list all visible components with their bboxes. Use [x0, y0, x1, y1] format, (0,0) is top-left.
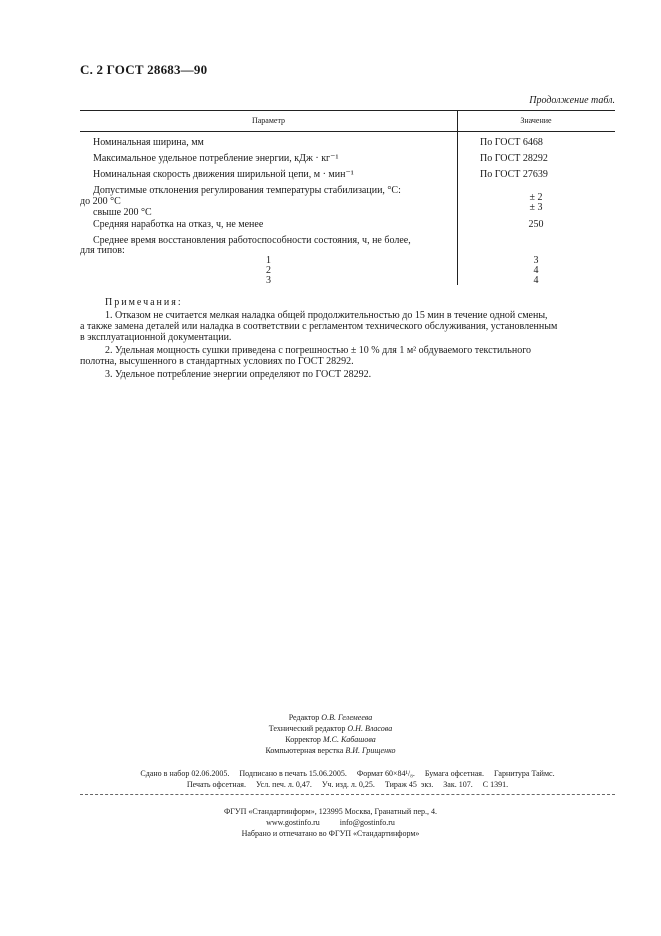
credit-name: О.Н. Власова: [347, 724, 393, 733]
credit-role: Редактор: [288, 713, 320, 722]
table-row-value: 250: [528, 219, 544, 230]
table-row-value: По ГОСТ 6468: [480, 137, 543, 148]
table-row-param: свыше 200 °С: [93, 207, 152, 218]
note-item: [80, 369, 615, 380]
publisher-address: ФГУП «Стандартинформ», 123995 Москва, Гранатный пер., 4.: [223, 807, 438, 816]
imprint-line-2: Печать офсетная. Усл. печ. л. 0,47. Уч. изд. л. 0,25. Тираж 45 экз. Зак. 107. С 1391.: [186, 780, 509, 789]
credit-name: М.С. Кабашова: [322, 735, 376, 744]
table-row-value: По ГОСТ 28292: [480, 153, 548, 164]
credit-editor: [0, 712, 661, 723]
credit-proofreader: [0, 734, 661, 745]
notes-title: Примечания:: [105, 297, 183, 308]
publisher-web: www.gostinfo.ru info@gostinfo.ru: [266, 818, 395, 827]
note-first-line: 2. Удельная мощность сушки приведена с погрешностью ± 10 % для 1 м² обдуваемого текстильного: [105, 345, 532, 356]
page-title: С. 2 ГОСТ 28683—90: [80, 62, 208, 77]
note-item: [80, 310, 615, 343]
imprint-divider: [80, 794, 615, 795]
note-item: [80, 345, 615, 367]
table-header-rule: [80, 131, 615, 132]
credit-name: О.В. Гелемеева: [321, 713, 373, 722]
column-header-parameter: Параметр: [251, 116, 286, 125]
table-row-param: Средняя наработка на отказ, ч, не менее: [93, 219, 264, 230]
table-row-param: 3: [266, 275, 271, 286]
credit-role: Корректор: [285, 735, 321, 744]
table-row-value: 4: [533, 265, 539, 276]
note-line: полотна, высушенного в стандартных условиях по ГОСТ 28292.: [80, 356, 354, 367]
note-line: в эксплуатационной документации.: [80, 332, 232, 343]
table-row-param: Номинальная ширина, мм: [93, 137, 204, 148]
table-row-value: ± 3: [529, 202, 543, 213]
table-row-value: По ГОСТ 27639: [480, 169, 548, 180]
table-row-param: до 200 °С: [80, 196, 121, 207]
table-row-param: 2: [266, 265, 271, 276]
column-header-value: Значение: [520, 116, 552, 125]
credit-name: В.И. Грищенко: [345, 746, 396, 755]
table-row-value: 4: [533, 275, 539, 286]
table-row-param: Допустимые отклонения регулирования температуры стабилизации, °С:: [93, 185, 401, 196]
credit-role: Технический редактор: [268, 724, 346, 733]
imprint-line-1: Сдано в набор 02.06.2005. Подписано в печать 15.06.2005. Формат 60×84¹/₈. Бумага офсетная. Гарнитура Таймс.: [140, 769, 555, 778]
credit-layout: [0, 745, 661, 756]
table-row-param: 1: [266, 255, 271, 266]
table-continuation-label: Продолжение табл.: [529, 95, 615, 106]
table-row-param: Номинальная скорость движения ширильной цепи, м · мин⁻¹: [93, 169, 354, 180]
table-top-rule: [80, 110, 615, 111]
credit-tech-editor: [0, 723, 661, 734]
note-first-line: 3. Удельное потребление энергии определяют по ГОСТ 28292.: [105, 369, 372, 380]
table-row-param: для типов:: [80, 245, 125, 256]
table-row-param: Максимальное удельное потребление энергии, кДж · кг⁻¹: [93, 153, 339, 164]
table-row-value: ± 2: [529, 192, 543, 203]
table-row-value: 3: [533, 255, 539, 266]
publisher-printed: Набрано и отпечатано во ФГУП «Стандартинформ»: [241, 829, 420, 838]
note-first-line: 1. Отказом не считается мелкая наладка общей продолжительностью до 15 мин в течение одной смены,: [105, 310, 548, 321]
table-row-param: Среднее время восстановления работоспособности состояния, ч, не более,: [93, 235, 411, 246]
note-line: а также замена деталей или наладка в соответствии с регламентом технического обслуживания, установленным: [80, 321, 558, 332]
credit-role: Компьютерная верстка: [265, 746, 344, 755]
